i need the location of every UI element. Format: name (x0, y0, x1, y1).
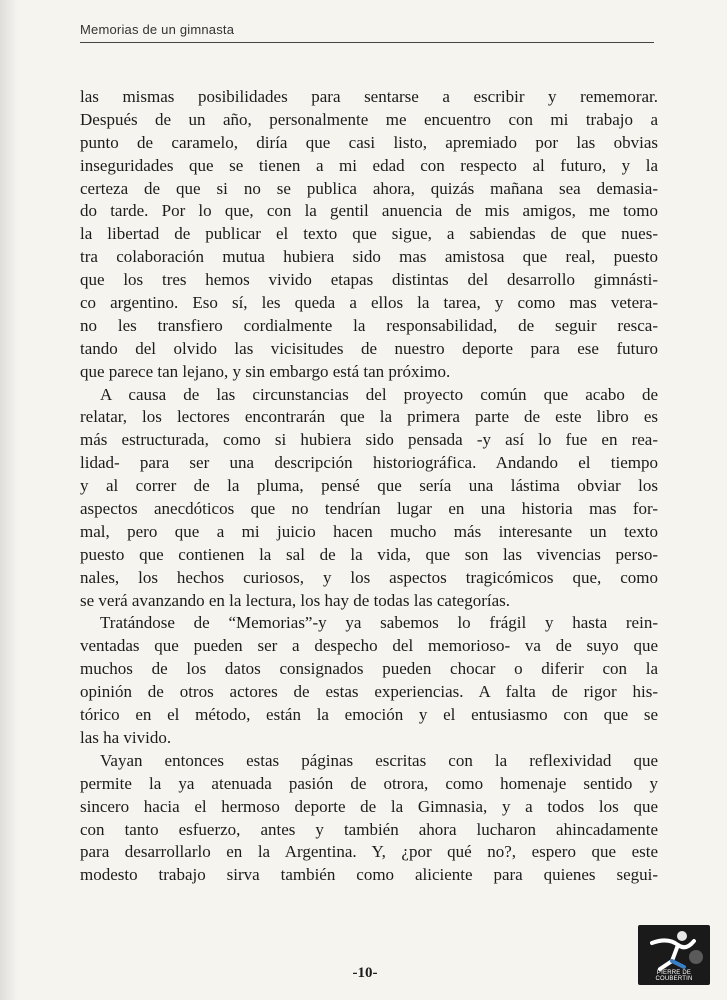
text-line: certeza de que si no se publica ahora, quizás mañana sea demasia- (80, 178, 658, 198)
text-line: modesto trabajo sirva también como aliciente para quienes segui- (80, 865, 658, 885)
text-line: Tratándose de “Memorias”-y ya sabemos lo frágil y hasta rein- (100, 613, 658, 633)
paragraph-3 (80, 612, 658, 749)
text-line: tórico en el método, están la emoción y el entusiasmo con que se (80, 705, 658, 725)
paragraph-2 (80, 384, 658, 613)
text-line: las ha vivido. (80, 727, 172, 747)
pierre-de-coubertin-logo (638, 925, 710, 985)
text-line: no les transfiero cordialmente la responsabilidad, de seguir resca- (80, 315, 658, 335)
text-line: puesto que contienen la sal de la vida, que son las vivencias perso- (80, 544, 658, 564)
gymnast-figure-icon (642, 927, 706, 973)
text-line: A causa de las circunstancias del proyecto común que acabo de (100, 384, 658, 404)
page-number: -10- (352, 965, 378, 981)
text-line: muchos de los datos consignados pueden chocar o diferir con la (80, 659, 658, 679)
text-line: más estructurada, como si hubiera sido pensada -y así lo fue en rea- (80, 430, 658, 450)
text-line: se verá avanzando en la lectura, los hay de todas las categorías. (80, 590, 511, 610)
text-line: que los tres hemos vivido etapas distintas del desarrollo gimnásti- (80, 270, 658, 290)
text-line: ventadas que pueden ser a despecho del memorioso- va de suyo que (80, 636, 658, 656)
text-line: aspectos anecdóticos que no tendrían lugar en una historia mas for- (80, 499, 658, 519)
page-edge-shadow (0, 0, 18, 1000)
text-line: tando del olvido las vicisitudes de nuestro deporte para ese futuro (80, 338, 658, 358)
text-line: opinión de otros actores de estas experiencias. A falta de rigor his- (80, 682, 658, 702)
text-line: Vayan entonces estas páginas escritas con la reflexividad que (100, 750, 658, 770)
text-line: relatar, los lectores encontrarán que la primera parte de este libro es (80, 407, 658, 427)
header-title: Memorias de un gimnasta (80, 22, 235, 37)
paragraph-4 (80, 750, 658, 887)
body-text (80, 86, 658, 887)
text-line: tra colaboración mutua hubiera sido mas amistosa que real, puesto (80, 247, 658, 267)
text-line: Después de un año, personalmente me encuentro con mi trabajo a (80, 109, 658, 129)
text-line: mal, pero que a mi juicio hacen mucho más interesante un texto (80, 521, 658, 541)
logo-text: PIERRE DE COUBERTIN (655, 970, 693, 982)
text-line: permite la ya atenuada pasión de otrora, como homenaje sentido y (80, 773, 658, 793)
text-line: punto de caramelo, diría que casi listo, apremiado por las obvias (80, 132, 658, 152)
text-line: do tarde. Por lo que, con la gentil anuencia de mis amigos, me tomo (80, 201, 658, 221)
text-line: sincero hacia el hermoso deporte de la Gimnasia, y a todos los que (80, 796, 658, 816)
text-line: la libertad de publicar el texto que sigue, a sabiendas de que nues- (80, 224, 658, 244)
text-line: las mismas posibilidades para sentarse a escribir y rememorar. (80, 87, 658, 106)
text-line: con tanto esfuerzo, antes y también ahora lucharon ahincadamente (80, 819, 658, 839)
text-line: para desarrollarlo en la Argentina. Y, ¿por qué no?, espero que este (80, 842, 658, 862)
text-line: nales, los hechos curiosos, y los aspectos tragicómicos que, como (80, 567, 658, 587)
text-line: que parece tan lejano, y sin embargo está tan próximo. (80, 361, 451, 381)
text-line: y al correr de la pluma, pensé que sería una lástima obviar los (80, 476, 658, 496)
text-line: inseguridades que se tienen a mi edad con respecto al futuro, y la (80, 155, 658, 175)
text-line: lidad- para ser una descripción historiográfica. Andando el tiempo (80, 453, 658, 473)
paragraph-1 (80, 86, 658, 384)
running-header (80, 22, 654, 43)
text-line: co argentino. Eso sí, les queda a ellos la tarea, y como mas vetera- (80, 293, 658, 313)
